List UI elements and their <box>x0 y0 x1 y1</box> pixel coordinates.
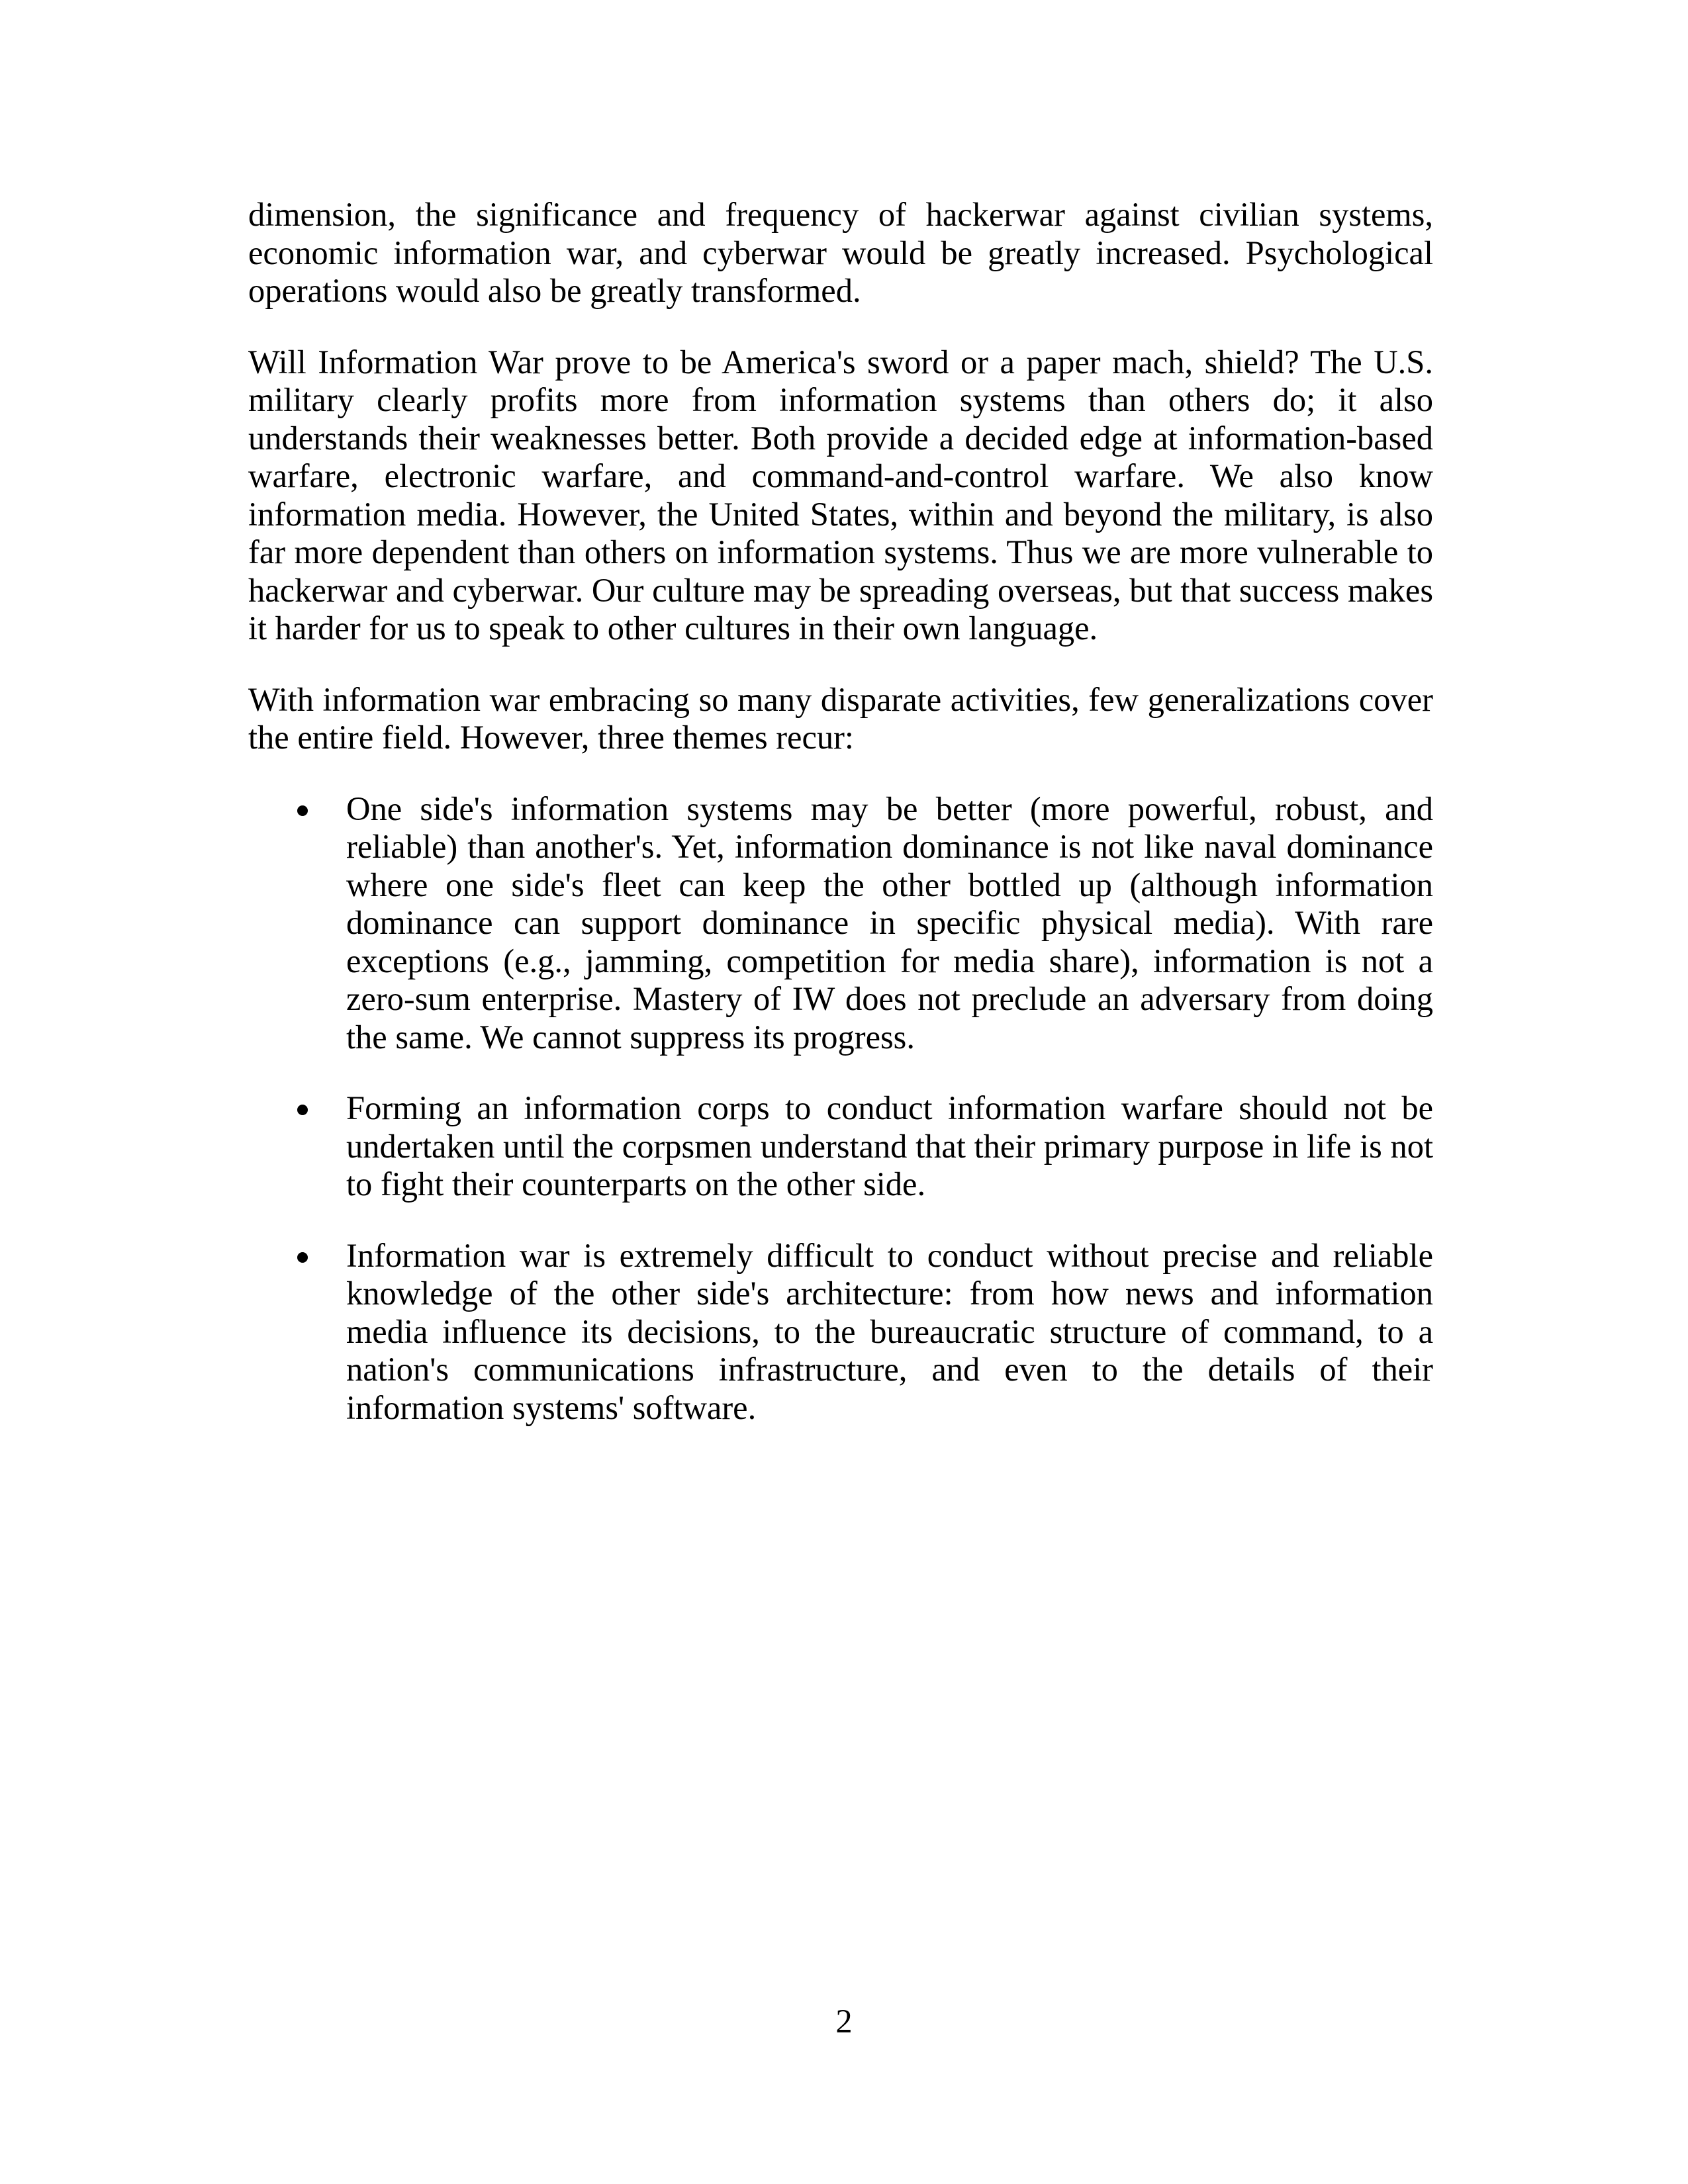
page-number: 2 <box>835 2003 853 2040</box>
bullet-icon <box>297 1105 308 1115</box>
paragraph: Will Information War prove to be America's sword or a paper mach, shield? The U.S. military clearly profits more from information systems than others do; it also understands their weaknesses better. Both provide a decided edge at information-based warfare, electronic warfare, and command-and-control warfare. We also know information media. However, the United States, within and beyond the military, is also far more dependent than others on information systems. Thus we are more vulnerable to hackerwar and cyberwar. Our culture may be spreading overseas, but that success makes it harder for us to speak to other cultures in their own language. <box>248 343 1433 647</box>
bullet-text: One side's information systems may be better (more powerful, robust, and reliable) than another's. Yet, information dominance is not like naval dominance where one side's fleet can keep the other bottled up (although information dominance can support dominance in specific physical media). With rare exceptions (e.g., jamming, competition for media share), information is not a zero-sum enterprise. Mastery of IW does not preclude an adversary from doing the same. We cannot suppress its progress. <box>346 790 1433 1056</box>
bullet-text: Information war is extremely difficult to conduct without precise and reliable knowledge of the other side's architecture: from how news and information media influence its decisions, to the bureaucratic structure of command, to a nation's communications infrastructure, and even to the details of their information systems' software. <box>346 1236 1433 1426</box>
page-body <box>248 196 1433 1460</box>
bullet-item <box>248 1237 1433 1428</box>
bullet-icon <box>297 805 308 816</box>
paragraph: dimension, the significance and frequency of hackerwar against civilian systems, economic information war, and cyberwar would be greatly increased. Psychological operations would also be greatly transformed. <box>248 196 1433 309</box>
bullet-list <box>248 790 1433 1428</box>
paragraph: With information war embracing so many disparate activities, few generalizations cover the entire field. However, three themes recur: <box>248 680 1433 756</box>
bullet-item <box>248 790 1433 1057</box>
bullet-icon <box>297 1252 308 1263</box>
bullet-item <box>248 1089 1433 1204</box>
bullet-text: Forming an information corps to conduct information warfare should not be undertaken until the corpsmen understand that their primary purpose in life is not to fight their counterparts on the other side. <box>346 1089 1433 1203</box>
